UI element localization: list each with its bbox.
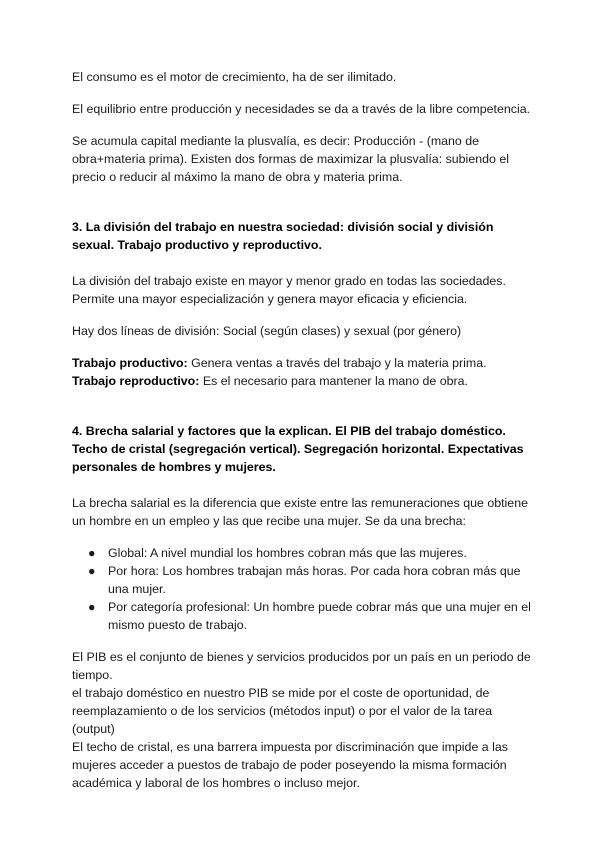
paragraph-division-trabajo: La división del trabajo existe en mayor y menor grado en todas las sociedades. Permite una mayor especialización y genera mayor eficacia y eficiencia.: [72, 274, 506, 306]
paragraph-trabajo-domestico: el trabajo doméstico en nuestro PIB se mide por el coste de oportunidad, de reemplazamiento o de los servicios (métodos input) o por el valor de la tarea (output): [72, 686, 493, 736]
bullet-icon: ●: [88, 600, 96, 614]
text-trabajo-reproductivo: Es el necesario para mantener la mano de obra.: [199, 374, 468, 388]
list-item: [72, 562, 532, 598]
paragraph-consumo: El consumo es el motor de crecimiento, ha de ser ilimitado.: [72, 70, 397, 84]
paragraph-pib: El PIB es el conjunto de bienes y servicios producidos por un país en un periodo de tiempo.: [72, 650, 531, 682]
brecha-bullet-list: [72, 544, 532, 634]
bullet-text-por-hora: Por hora: Los hombres trabajan más horas. Por cada hora cobran más que una mujer.: [108, 564, 521, 596]
bullet-icon: ●: [88, 564, 96, 578]
label-trabajo-reproductivo: Trabajo reproductivo:: [72, 374, 200, 388]
bullet-text-global: Global: A nivel mundial los hombres cobran más que las mujeres.: [108, 546, 467, 560]
section-3-heading: 3. La división del trabajo en nuestra sociedad: división social y división sexual. Trabajo productivo y reproductivo.: [72, 220, 494, 252]
document-page: [72, 68, 532, 792]
bullet-icon: ●: [88, 546, 96, 560]
paragraph-equilibrio: El equilibrio entre producción y necesidades se da a través de la libre competencia.: [72, 102, 531, 116]
label-trabajo-productivo: Trabajo productivo:: [72, 356, 188, 370]
paragraph-trabajo-reproductivo: [72, 372, 532, 390]
paragraph-plusvalia: Se acumula capital mediante la plusvalía, es decir: Producción - (mano de obra+materia prima). Existen dos formas de maximizar la plusvalía: subiendo el precio o reducir al máximo la mano de obra y materia prima.: [72, 134, 509, 184]
paragraph-brecha-salarial: La brecha salarial es la diferencia que existe entre las remuneraciones que obtiene un hombre en un empleo y las que recibe una mujer. Se da una brecha:: [72, 496, 528, 528]
paragraph-techo-cristal: El techo de cristal, es una barrera impuesta por discriminación que impide a las mujeres acceder a puestos de trabajo de poder poseyendo la misma formación académica y laboral de los hombres o incluso mejor.: [72, 740, 508, 790]
paragraph-trabajo-productivo: [72, 354, 532, 372]
list-item: [72, 544, 532, 562]
list-item: [72, 598, 532, 634]
paragraph-lineas-division: Hay dos líneas de división: Social (según clases) y sexual (por género): [72, 324, 462, 338]
bullet-text-categoria: Por categoría profesional: Un hombre puede cobrar más que una mujer en el mismo puesto de trabajo.: [108, 600, 531, 632]
section-4-heading: 4. Brecha salarial y factores que la explican. El PIB del trabajo doméstico. Techo de cristal (segregación vertical). Segregación horizontal. Expectativas personales de hombres y mujeres.: [72, 424, 524, 474]
text-trabajo-productivo: Genera ventas a través del trabajo y la materia prima.: [187, 356, 487, 370]
